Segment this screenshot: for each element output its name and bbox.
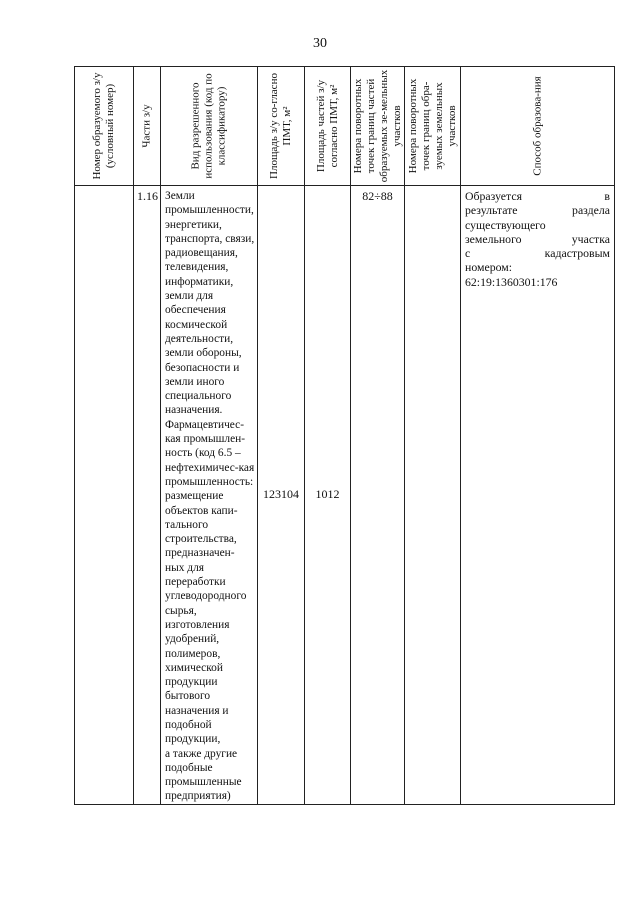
parcel-table [74, 66, 615, 805]
usage-line: строительства, [165, 533, 237, 546]
method-line: существующего [465, 217, 546, 232]
usage-line: Земли [165, 190, 195, 202]
method-line: результате раздела [465, 203, 610, 218]
cell-parcel-points [405, 186, 461, 805]
page-number: 30 [313, 36, 327, 51]
usage-line: специального [165, 390, 232, 403]
cell-parcel-number [75, 186, 134, 805]
usage-line: ных для [165, 561, 205, 574]
usage-line: бытового [165, 690, 211, 703]
usage-line: предназначен- [165, 547, 235, 560]
header-formation-method: Способ образова-ния [461, 67, 615, 186]
usage-line: космической [165, 318, 228, 331]
header-part-area: Площадь частей з/у согласно ПМТ, м² [305, 67, 351, 186]
cell-formation-method [461, 186, 615, 805]
usage-line: Фармацевтичес- [165, 418, 245, 431]
usage-line: промышленности, [165, 204, 254, 217]
usage-line: назначения и [165, 704, 229, 717]
cell-part: 1.16 [134, 186, 161, 805]
header-parcel-number: Номер образуемого з/у (условный номер) [75, 67, 134, 186]
usage-line: деятельности, [165, 332, 234, 345]
usage-line: информатики, [165, 275, 234, 288]
usage-line: сырья, [165, 604, 197, 617]
cell-area: 123104 [258, 186, 305, 805]
usage-line: переработки [165, 576, 226, 589]
usage-line: промышленность: [165, 475, 254, 488]
usage-line: энергетики, [165, 218, 222, 231]
usage-line: подобной [165, 718, 212, 731]
usage-line: радиовещания, [165, 247, 238, 260]
usage-line: земли обороны, [165, 347, 242, 360]
usage-line: земли иного [165, 375, 225, 388]
usage-line: кая промышлен- [165, 433, 246, 446]
usage-line: телевидения, [165, 261, 229, 274]
method-line: номером: [465, 260, 513, 275]
usage-line: объектов капи- [165, 504, 238, 517]
usage-line: промышленные [165, 776, 242, 789]
usage-line: размещение [165, 490, 224, 503]
usage-line: назначения. [165, 404, 223, 417]
header-area: Площадь з/у со-гласно ПМТ, м² [258, 67, 305, 186]
header-permitted-use: Вид разрешенного использования (код по классификатору) [161, 67, 258, 186]
usage-line: нефтехимичес-кая [165, 461, 255, 474]
usage-line: безопасности и [165, 361, 240, 374]
table-header-row [75, 67, 615, 186]
usage-line: изготовления [165, 618, 230, 631]
usage-line: транспорта, связи, [165, 232, 255, 245]
usage-line: тального [165, 518, 209, 531]
usage-line: земли для [165, 290, 214, 303]
method-line: Образуется в [465, 189, 610, 203]
table-row [75, 186, 615, 805]
usage-line: подобные [165, 761, 213, 774]
usage-line: химической [165, 661, 223, 674]
method-line: 62:19:1360301:176 [465, 274, 558, 289]
usage-line: удобрений, [165, 633, 220, 646]
usage-line: ность (код 6.5 – [165, 447, 241, 460]
cell-part-area: 1012 [305, 186, 351, 805]
header-parcel-points: Номера поворотных точек границ обра-зуемых земельных участков [405, 67, 461, 186]
usage-line: углеводородного [165, 590, 247, 603]
cell-part-points: 82÷88 [351, 186, 405, 805]
header-part-points: Номера поворотных точек границ частей образуемых зе-мельных участков [351, 67, 405, 186]
usage-line: продукции [165, 676, 218, 689]
method-line: земельного участка [465, 231, 610, 246]
cell-permitted-use [161, 186, 258, 805]
usage-line: а также другие [165, 747, 238, 760]
usage-line: полимеров, [165, 647, 221, 660]
usage-line: предприятия) [165, 790, 231, 803]
usage-line: продукции, [165, 733, 221, 746]
header-parts: Части з/у [134, 67, 161, 186]
method-line: с кадастровым [465, 246, 610, 261]
usage-line: обеспечения [165, 304, 226, 317]
